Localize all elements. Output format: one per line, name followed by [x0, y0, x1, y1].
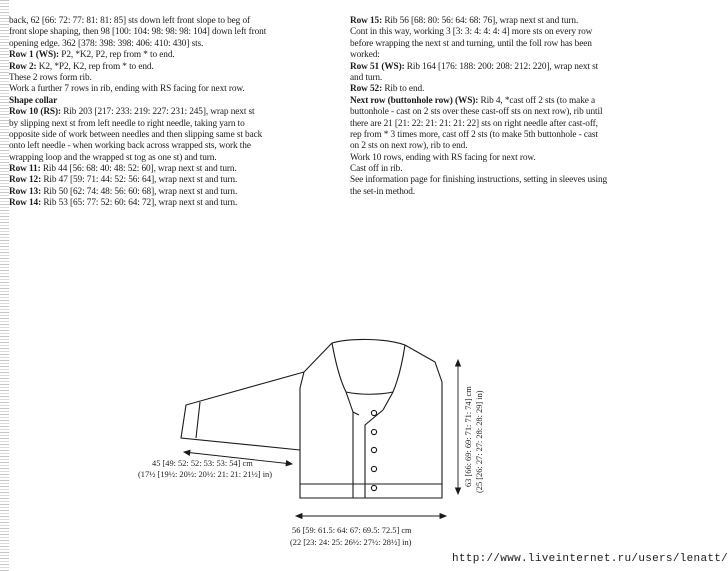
row-instruction: Rib 164 [176: 188: 200: 208: 212: 220], wrap next st — [404, 61, 599, 72]
row-heading: Row 52: — [350, 84, 383, 95]
text-line: opening edge. 362 [378: 398: 398: 406: 410: 430] sts. — [9, 38, 204, 49]
row-heading: Row 1 (WS): — [9, 50, 60, 61]
row-instruction: Rib 47 [59: 71: 44: 52: 56: 64], wrap next st and turn. — [41, 175, 238, 186]
buttons — [371, 410, 376, 490]
button — [371, 410, 376, 415]
text-line: there are 21 [21: 22: 21: 21: 21: 22] sts on right needle after cast-off, — [350, 118, 598, 129]
text-line: before wrapping the next st and turning, until the foll row has been — [350, 38, 592, 49]
row-instruction: Rib 44 [56: 68: 40: 48: 52: 60], wrap next st and turn. — [40, 164, 237, 175]
chest-width-in: (22 [23: 24: 25: 26½: 27½: 28½] in) — [290, 538, 412, 547]
row-instruction: P2, *K2, P2, rep from * to end. — [59, 50, 175, 61]
text-line: rep from * 3 times more, cast off 2 sts (to make 5th buttonhole - cast — [350, 129, 598, 140]
row-heading: Row 11: — [9, 164, 41, 175]
text-line: onto left needle - when working back across wrapped sts, work the — [9, 141, 251, 152]
text-line: wrapping loop and the wrapped st tog as one st) and turn. — [9, 152, 217, 163]
row-instruction: Rib 203 [217: 233: 219: 227: 231: 245], wrap next st — [61, 107, 255, 118]
body-length-in: (25 [26: 27: 27: 28: 28: 29] in) — [475, 390, 484, 493]
row-instruction: Rib 53 [65: 77: 52: 60: 64: 72], wrap next st and turn. — [41, 198, 238, 209]
row-instruction: Rib 4, *cast off 2 sts (to make a — [478, 95, 596, 106]
text-line: Work a further 7 rows in rib, ending with RS facing for next row. — [9, 84, 245, 95]
text-line: opposite side of work between needles and then slipping same st back — [9, 129, 263, 140]
dimension-arrows — [184, 360, 461, 519]
text-line: and turn. — [350, 72, 383, 83]
row-instruction: Rib 56 [68: 80: 56: 64: 68: 76], wrap next st and turn. — [382, 16, 579, 26]
text-line: These 2 rows form rib. — [9, 72, 92, 83]
button — [371, 447, 376, 452]
row-heading: Row 13: — [9, 186, 42, 197]
row-heading: Row 12: — [9, 175, 42, 186]
text-line: buttonhole - cast on 2 sts over these cast-off sts on next row), rib until — [350, 107, 603, 118]
row-heading: Row 51 (WS): — [350, 61, 405, 72]
text-line: Work 10 rows, ending with RS facing for next row. — [350, 152, 536, 163]
row-heading: Next row (buttonhole row) (WS): — [350, 95, 479, 106]
row-heading: Row 14: — [9, 198, 42, 209]
button — [371, 485, 376, 490]
button — [371, 429, 376, 434]
text-line: the set-in method. — [350, 186, 416, 197]
text-line: Cast off in rib. — [350, 164, 403, 175]
text-line: front slope shaping, then 98 [100: 104: 98: 98: 98: 104] down left front — [9, 27, 267, 38]
text-line: See information page for finishing instructions, setting in sleeves using — [350, 175, 608, 186]
text-line: by slipping next st from left needle to right needle, taking yarn to — [9, 118, 245, 129]
row-instruction: Rib to end. — [382, 84, 425, 95]
length-label-group — [464, 386, 484, 493]
chest-width-cm: 56 [59: 61.5: 64: 67: 69.5: 72.5] cm — [292, 526, 412, 535]
text-line: on 2 sts on next row), rib to end. — [350, 141, 468, 152]
row-heading: Row 15: — [350, 16, 383, 26]
row-heading: Row 10 (RS): — [9, 107, 61, 118]
button — [371, 466, 376, 471]
text-line: Cont in this way, working 3 [3: 3: 4: 4: 4: 4] more sts on every row — [350, 27, 593, 38]
text-line: back, 62 [66: 72: 77: 81: 81: 85] sts down left front slope to beg of — [9, 16, 250, 26]
row-heading: Row 2: — [9, 61, 37, 72]
row-instruction: K2, *P2, K2, rep from * to end. — [36, 61, 154, 72]
body-length-cm: 63 [66: 69: 69: 71: 71: 74] cm — [464, 386, 473, 487]
sleeve-length-in: (17½ [19½: 20½: 20½: 21: 21: 21½] in) — [138, 470, 272, 479]
row-instruction: Rib 50 [62: 74: 48: 56: 60: 68], wrap next st and turn. — [41, 186, 238, 197]
sleeve-length-cm: 45 [49: 52: 52: 53: 53: 54] cm — [152, 459, 253, 468]
row-heading: Shape collar — [9, 95, 58, 106]
text-line: worked: — [350, 50, 380, 61]
source-url: http://www.liveinternet.ru/users/lenatt/ — [452, 553, 728, 565]
